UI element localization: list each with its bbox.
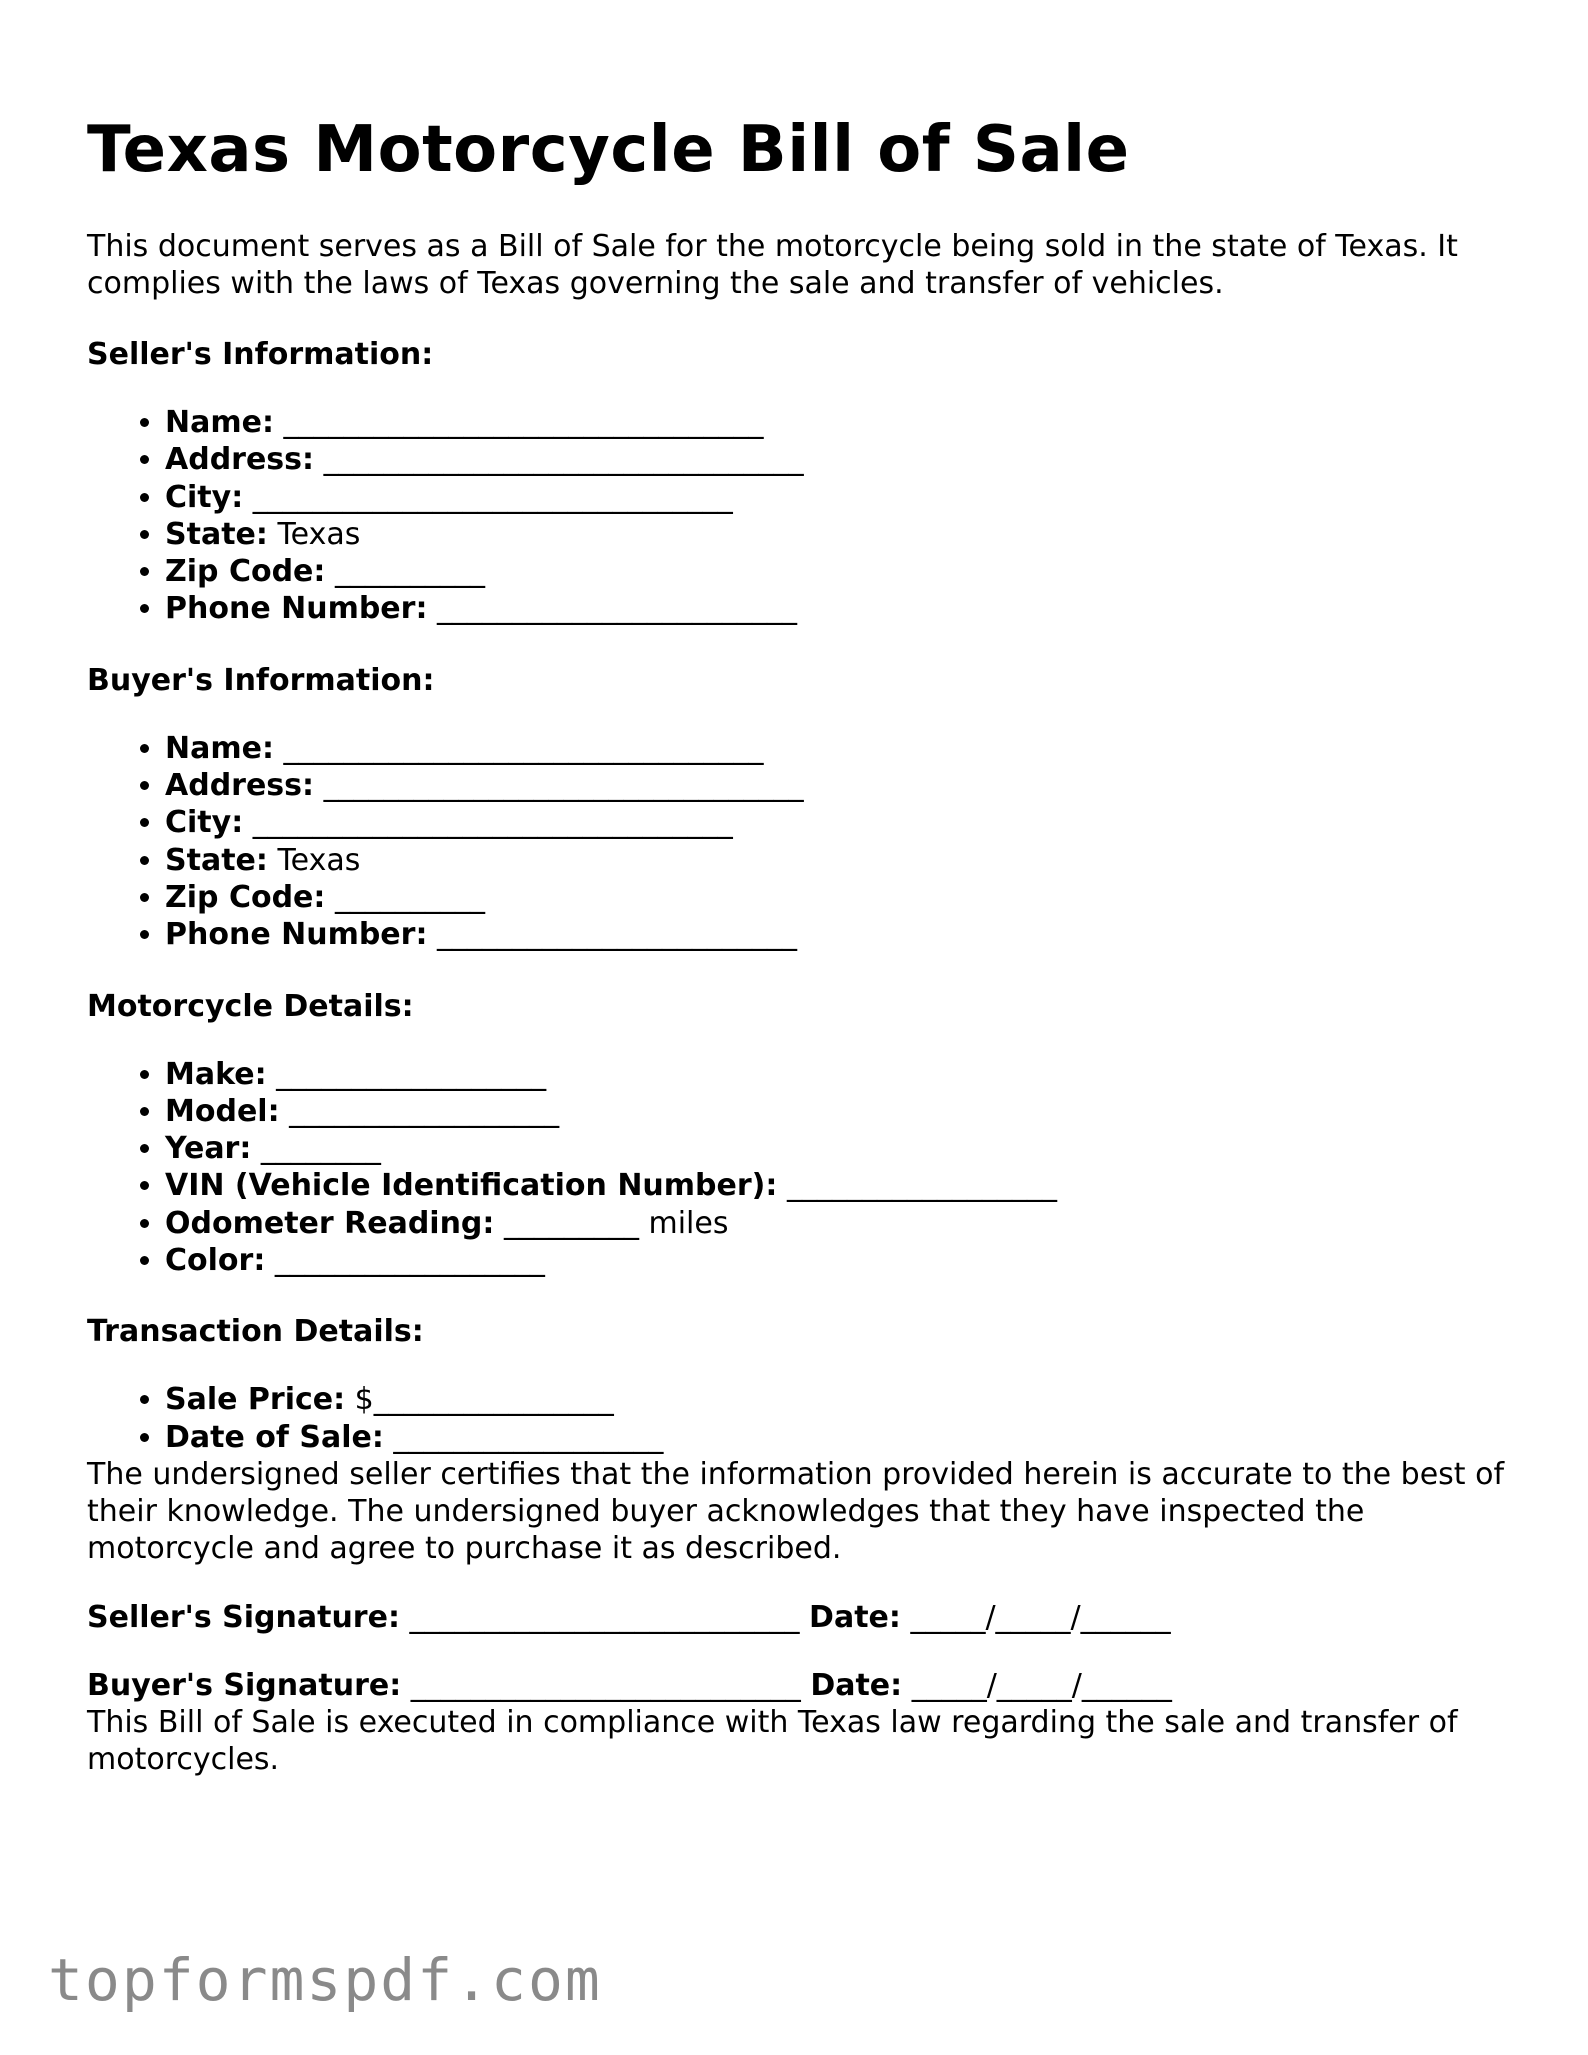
field-label: Odometer Reading:	[165, 1205, 495, 1241]
seller-zip-field	[165, 553, 1507, 590]
field-label: Sale Price:	[165, 1382, 346, 1418]
field-label: Make:	[165, 1056, 267, 1092]
motorcycle-field-list	[87, 1056, 1507, 1280]
sale-date-field	[165, 1419, 1507, 1456]
field-label: VIN (Vehicle Identification Number):	[165, 1168, 778, 1204]
page-title: Texas Motorcycle Bill of Sale	[87, 113, 1130, 187]
seller-phone-field	[165, 590, 1507, 627]
field-blank[interactable]: __________________	[393, 1419, 664, 1455]
field-label: State:	[165, 842, 268, 878]
motorcycle-vin-field	[165, 1167, 1507, 1204]
field-blank[interactable]: $________________	[354, 1382, 614, 1418]
field-label: Phone Number:	[165, 591, 428, 627]
field-blank[interactable]: ________	[260, 1131, 381, 1167]
buyer-field-list	[87, 730, 1507, 954]
seller-name-field	[165, 404, 1507, 441]
field-blank[interactable]: ________________________________	[283, 730, 764, 766]
field-label: Address:	[165, 442, 315, 478]
date-label: Date:	[809, 1599, 901, 1635]
field-label: City:	[165, 479, 244, 515]
field-label: State:	[165, 516, 268, 552]
field-label: Year:	[165, 1131, 252, 1167]
seller-state-field	[165, 516, 1507, 553]
field-blank[interactable]: ________________________________	[252, 479, 733, 515]
buyer-city-field	[165, 804, 1507, 841]
field-blank[interactable]: __________	[334, 554, 485, 590]
field-label: Color:	[165, 1243, 266, 1279]
field-blank[interactable]: __________________	[289, 1093, 560, 1129]
field-label: Model:	[165, 1093, 280, 1129]
signature-blank[interactable]: __________________________	[409, 1599, 800, 1635]
field-label: Zip Code:	[165, 554, 326, 590]
motorcycle-color-field	[165, 1242, 1507, 1279]
field-label: Date of Sale:	[165, 1419, 384, 1455]
field-blank[interactable]: __________________	[274, 1243, 545, 1279]
buyer-section-heading: Buyer's Information:	[87, 662, 435, 698]
transaction-section-heading: Transaction Details:	[87, 1314, 424, 1350]
watermark: topformspdf.com	[48, 1946, 602, 2014]
field-label: Phone Number:	[165, 917, 428, 953]
sale-price-field	[165, 1381, 1507, 1418]
seller-address-field	[165, 441, 1507, 478]
document-page	[87, 110, 1507, 1778]
signature-blank[interactable]: __________________________	[410, 1667, 801, 1703]
transaction-field-list	[87, 1381, 1507, 1456]
field-label: Address:	[165, 768, 315, 804]
field-blank[interactable]: ________________________________	[283, 405, 764, 440]
field-blank[interactable]: __________	[334, 879, 485, 915]
date-blank[interactable]: _____/_____/______	[911, 1667, 1172, 1703]
motorcycle-section-heading: Motorcycle Details:	[87, 988, 414, 1024]
buyer-state-field	[165, 842, 1507, 879]
field-blank[interactable]: ________________________________	[323, 442, 804, 478]
date-label: Date:	[810, 1667, 903, 1703]
field-label: Name:	[165, 405, 274, 440]
buyer-phone-field	[165, 916, 1507, 953]
signature-label: Seller's Signature:	[87, 1599, 400, 1635]
field-label: Zip Code:	[165, 879, 326, 915]
field-blank[interactable]: __________________	[786, 1168, 1057, 1204]
buyer-signature-row	[87, 1667, 1507, 1704]
field-label: City:	[165, 805, 244, 841]
seller-section-heading: Seller's Information:	[87, 337, 434, 372]
field-blank[interactable]: ________________________________	[252, 805, 733, 841]
field-blank[interactable]: __________________	[276, 1056, 547, 1092]
motorcycle-odometer-field	[165, 1205, 1507, 1242]
signature-label: Buyer's Signature:	[87, 1667, 402, 1703]
buyer-address-field	[165, 767, 1507, 804]
closing-paragraph: This Bill of Sale is executed in compliance with Texas law regarding the sale and transfer of motorcycles.	[87, 1704, 1458, 1777]
seller-signature-row	[87, 1599, 1507, 1636]
intro-paragraph: This document serves as a Bill of Sale for the motorcycle being sold in the state of Texas. It complies with the laws of Texas governing the sale and transfer of vehicles.	[87, 229, 1458, 301]
field-blank[interactable]: ________________________	[437, 917, 797, 953]
buyer-name-field	[165, 730, 1507, 767]
date-blank[interactable]: _____/_____/______	[910, 1599, 1171, 1635]
field-value: Texas	[277, 842, 361, 878]
field-value: Texas	[277, 516, 361, 552]
field-label: Name:	[165, 730, 274, 766]
motorcycle-model-field	[165, 1093, 1507, 1130]
field-blank[interactable]: ________________________________	[323, 768, 804, 804]
field-blank[interactable]: ________________________	[437, 591, 797, 627]
buyer-zip-field	[165, 879, 1507, 916]
seller-city-field	[165, 479, 1507, 516]
field-blank[interactable]: _________ miles	[503, 1205, 729, 1241]
seller-field-list	[87, 404, 1507, 628]
certification-paragraph: The undersigned seller certifies that the information provided herein is accurate to the best of their knowledge. The undersigned buyer acknowledges that they have inspected the motorcycle and agree to purchase it as described.	[87, 1456, 1505, 1566]
motorcycle-year-field	[165, 1130, 1507, 1167]
motorcycle-make-field	[165, 1056, 1507, 1093]
